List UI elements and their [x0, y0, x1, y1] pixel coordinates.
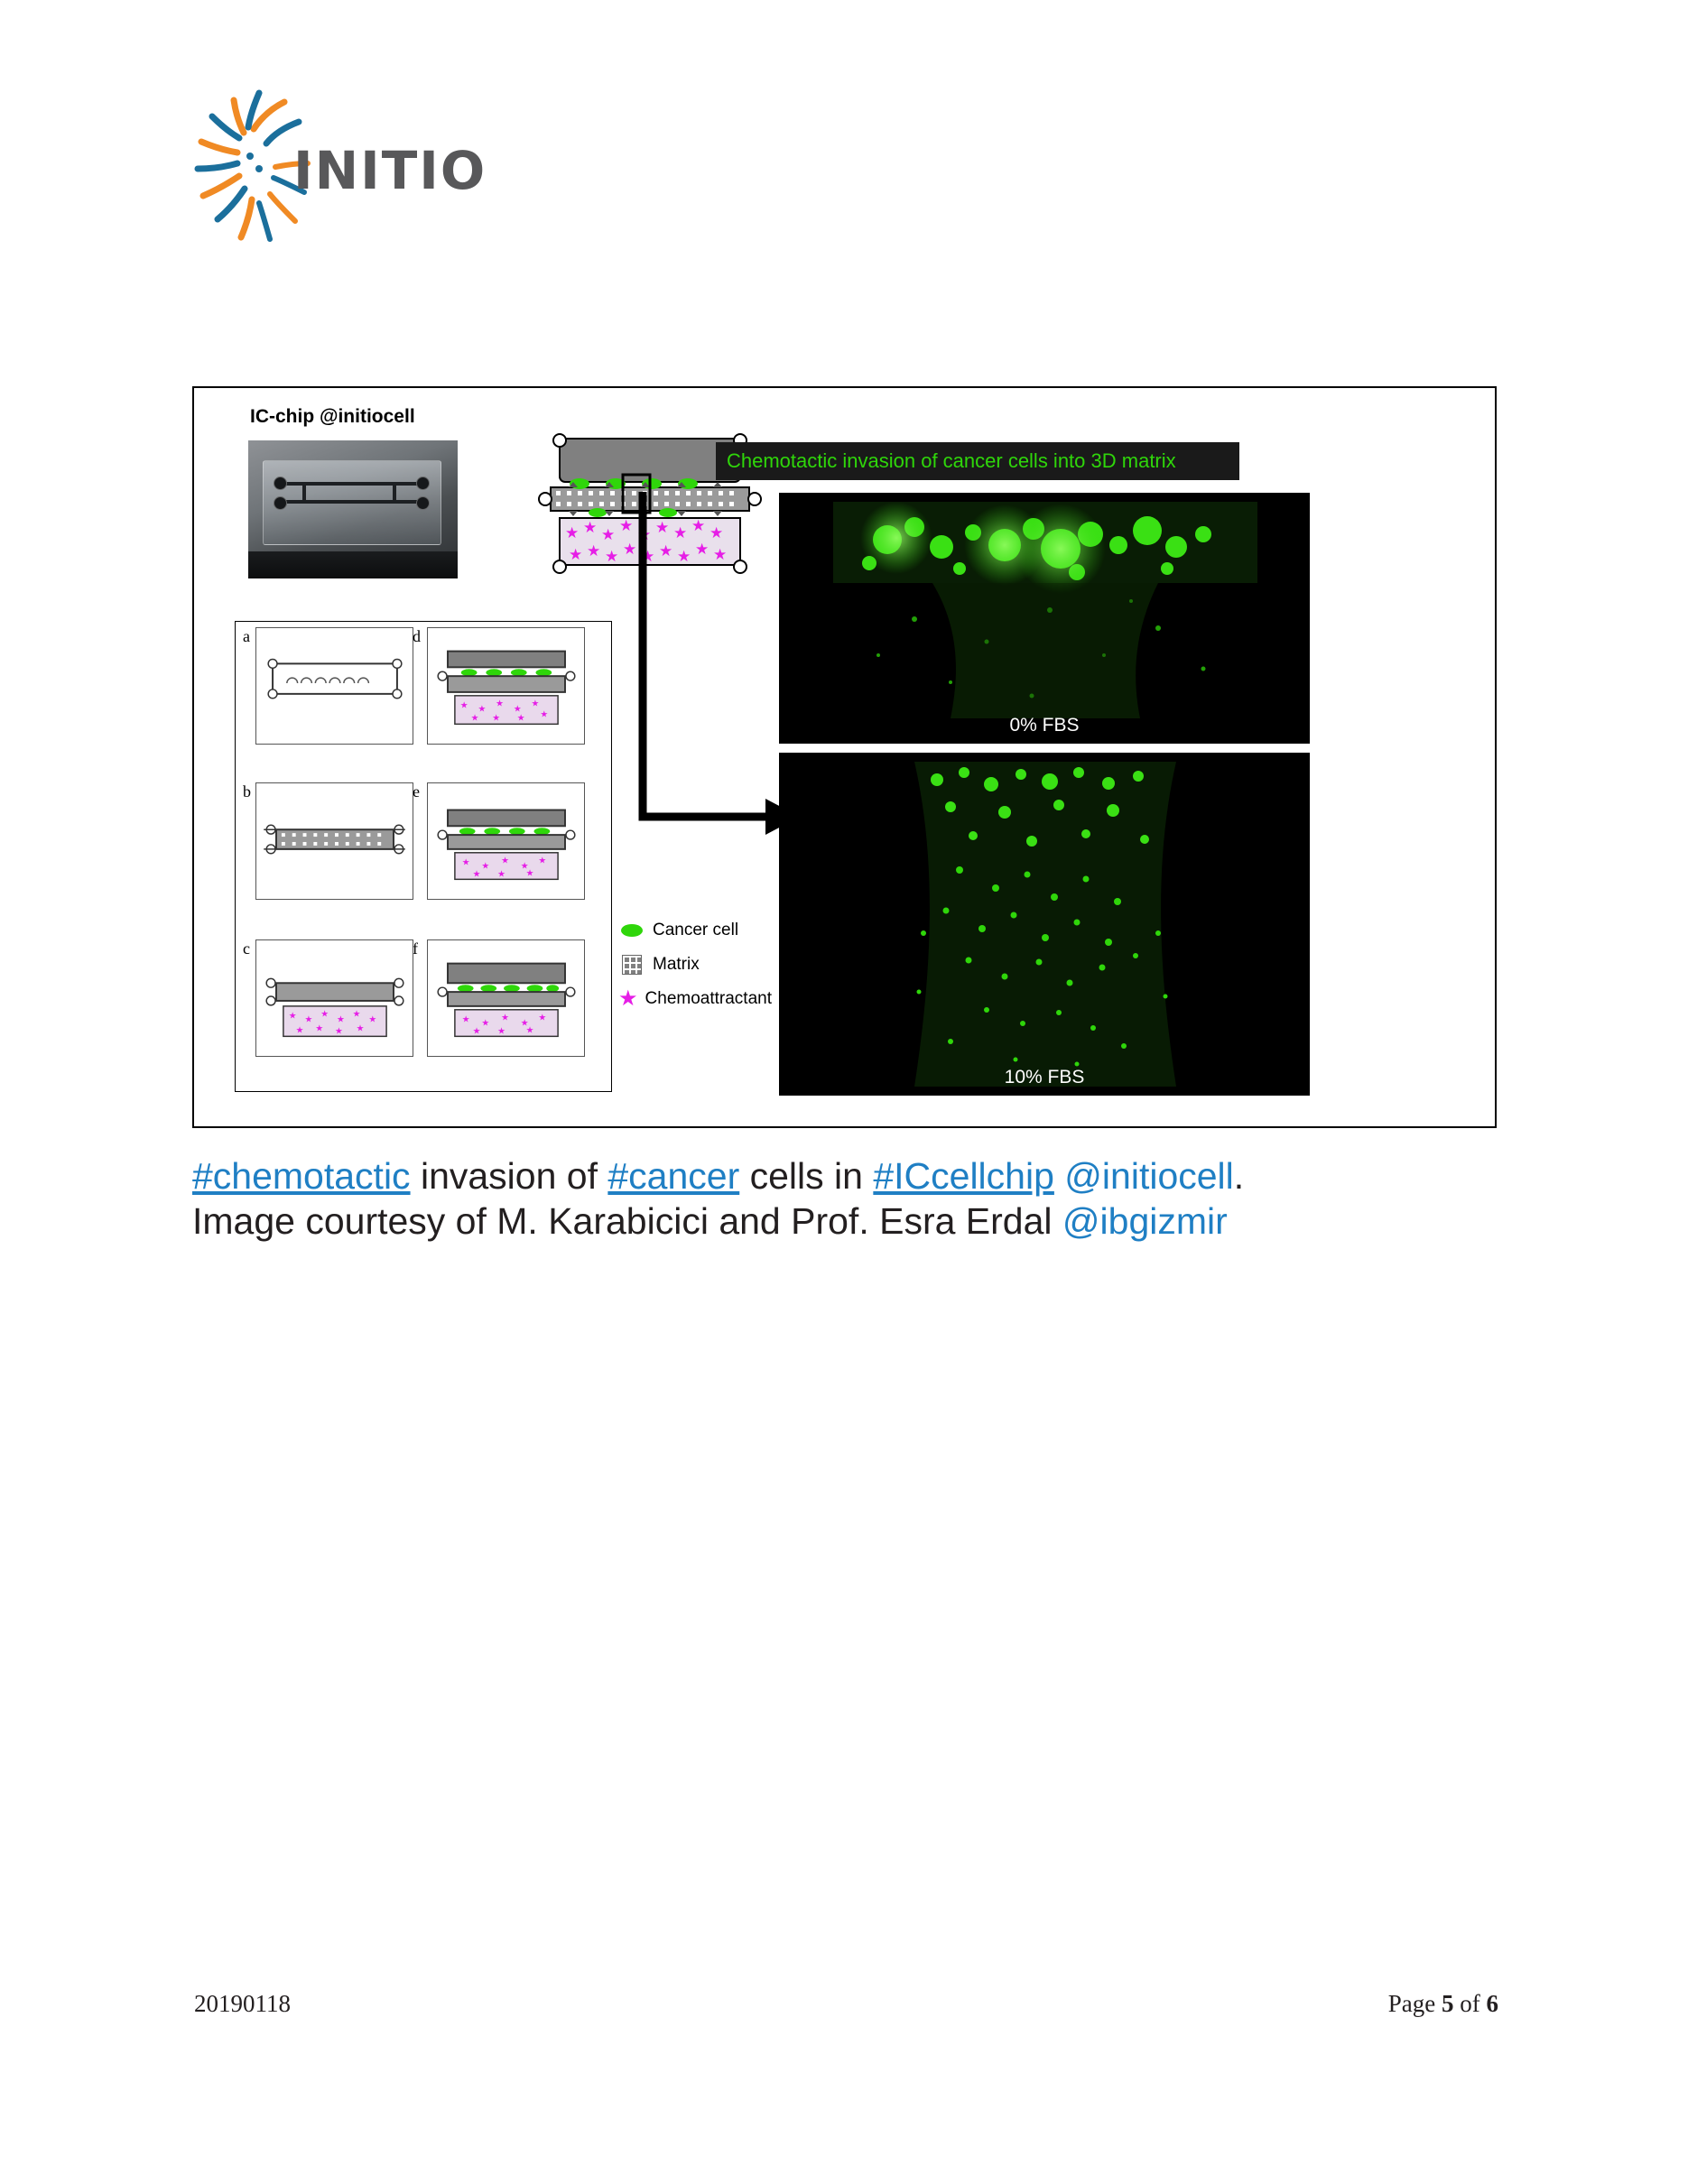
svg-text:★: ★	[334, 1026, 343, 1037]
svg-text:★: ★	[472, 869, 481, 880]
svg-text:★: ★	[538, 856, 547, 866]
legend-item-chemoattractant	[618, 982, 772, 1016]
footer-page-total: 6	[1486, 1990, 1498, 2017]
figure-container	[192, 386, 1497, 1128]
svg-text:★: ★	[641, 548, 655, 566]
svg-text:★: ★	[501, 856, 509, 866]
svg-text:★: ★	[461, 857, 470, 868]
legend-label-matrix: Matrix	[653, 955, 700, 974]
micrograph-10-fbs	[779, 753, 1310, 1096]
svg-text:★: ★	[320, 1009, 329, 1020]
panel-letter-e: e	[413, 782, 420, 800]
figure-banner: Chemotactic invasion of cancer cells into 3D matrix	[716, 442, 1239, 480]
svg-text:★: ★	[673, 524, 688, 542]
svg-text:★: ★	[478, 704, 487, 715]
cancer-cell-swatch-icon	[618, 924, 645, 937]
svg-text:★: ★	[356, 1023, 365, 1034]
svg-text:★: ★	[538, 1013, 547, 1023]
svg-text:★: ★	[569, 546, 583, 564]
svg-text:★: ★	[520, 861, 529, 872]
panel-f	[427, 939, 585, 1057]
svg-text:★: ★	[520, 1018, 529, 1029]
legend-item-cancer-cell	[618, 913, 772, 948]
svg-text:★: ★	[516, 713, 525, 724]
figure-caption	[192, 1153, 1474, 1244]
svg-text:★: ★	[336, 1014, 345, 1025]
svg-text:★: ★	[481, 1018, 490, 1029]
legend-label-cancer-cell: Cancer cell	[653, 921, 739, 939]
svg-text:★: ★	[619, 517, 634, 535]
panel-letter-a: a	[243, 627, 250, 645]
legend-item-matrix	[618, 948, 772, 982]
svg-text:★: ★	[304, 1014, 313, 1025]
footer-page-of: of	[1453, 1990, 1487, 2017]
chip-title: IC-chip @initiocell	[250, 406, 415, 427]
panel-letter-d: d	[413, 627, 421, 645]
footer-page-current: 5	[1442, 1990, 1454, 2017]
micrograph-label-10: 10% FBS	[1004, 1067, 1085, 1087]
svg-text:★: ★	[655, 519, 670, 537]
svg-text:★: ★	[691, 517, 706, 535]
svg-text:★: ★	[295, 1025, 304, 1036]
logo-wordmark: INITIO	[293, 140, 487, 201]
svg-text:★: ★	[492, 713, 501, 724]
hashtag-iccellchip-link[interactable]: #ICcellchip	[873, 1155, 1054, 1197]
panel-letter-b: b	[243, 782, 251, 800]
footer-page-prefix: Page	[1387, 1990, 1442, 2017]
panel-d	[427, 627, 585, 745]
mention-ibgizmir-link[interactable]: @ibgizmir	[1062, 1200, 1228, 1243]
svg-text:★: ★	[637, 526, 652, 544]
matrix-swatch-icon	[618, 955, 645, 975]
legend-label-chemoattractant: Chemoattractant	[645, 989, 772, 1008]
svg-text:★: ★	[288, 1011, 297, 1022]
mention-initiocell-link[interactable]: @initiocell	[1064, 1155, 1234, 1197]
brand-logo	[194, 86, 487, 248]
svg-text:★: ★	[601, 526, 616, 544]
panel-c	[255, 939, 413, 1057]
svg-text:★: ★	[368, 1014, 377, 1025]
panel-e	[427, 782, 585, 900]
panel-a	[255, 627, 413, 745]
caption-line-2: Image courtesy of M. Karabicici and Prof. Esra Erdal	[192, 1200, 1062, 1243]
panel-letter-f: f	[413, 939, 418, 958]
svg-text:★: ★	[525, 1025, 534, 1036]
caption-text-2: cells in	[739, 1155, 874, 1197]
footer-date: 20190118	[194, 1990, 291, 2017]
svg-text:★: ★	[565, 524, 580, 542]
panel-b	[255, 782, 413, 900]
svg-text:★: ★	[695, 541, 710, 559]
svg-text:★: ★	[605, 548, 619, 566]
svg-text:★: ★	[623, 541, 637, 559]
svg-text:★: ★	[472, 1026, 481, 1037]
micrograph-0-fbs	[779, 493, 1310, 744]
svg-text:★: ★	[713, 546, 728, 564]
svg-text:★: ★	[710, 524, 724, 542]
svg-text:★: ★	[587, 542, 601, 560]
micrograph-label-0: 0% FBS	[1009, 715, 1080, 736]
panel-grid	[235, 621, 612, 1092]
svg-text:★: ★	[659, 542, 673, 560]
svg-text:★: ★	[501, 1013, 509, 1023]
svg-text:★: ★	[513, 704, 522, 715]
chemoattractant-star-icon: ★	[618, 986, 638, 1011]
svg-text:★: ★	[459, 700, 468, 711]
svg-text:★: ★	[540, 709, 549, 720]
caption-text-1: invasion of	[410, 1155, 608, 1197]
hashtag-chemotactic-link[interactable]: #chemotactic	[192, 1155, 411, 1197]
panel-letter-c: c	[243, 939, 250, 958]
footer-page-number	[1388, 1990, 1498, 2018]
svg-text:★: ★	[496, 699, 504, 709]
svg-text:★: ★	[315, 1023, 324, 1034]
figure-legend	[618, 913, 772, 1022]
svg-text:★: ★	[497, 869, 505, 880]
chip-photograph	[248, 440, 458, 578]
hashtag-cancer-link[interactable]: #cancer	[607, 1155, 740, 1197]
svg-text:★: ★	[470, 713, 479, 724]
svg-text:★: ★	[461, 1014, 470, 1025]
svg-text:★: ★	[525, 868, 534, 879]
caption-period: .	[1233, 1155, 1245, 1197]
svg-text:★: ★	[481, 861, 490, 872]
svg-text:★: ★	[497, 1026, 505, 1037]
svg-text:★: ★	[583, 519, 598, 537]
svg-text:★: ★	[531, 699, 540, 709]
svg-text:★: ★	[677, 548, 691, 566]
svg-text:★: ★	[352, 1009, 361, 1020]
